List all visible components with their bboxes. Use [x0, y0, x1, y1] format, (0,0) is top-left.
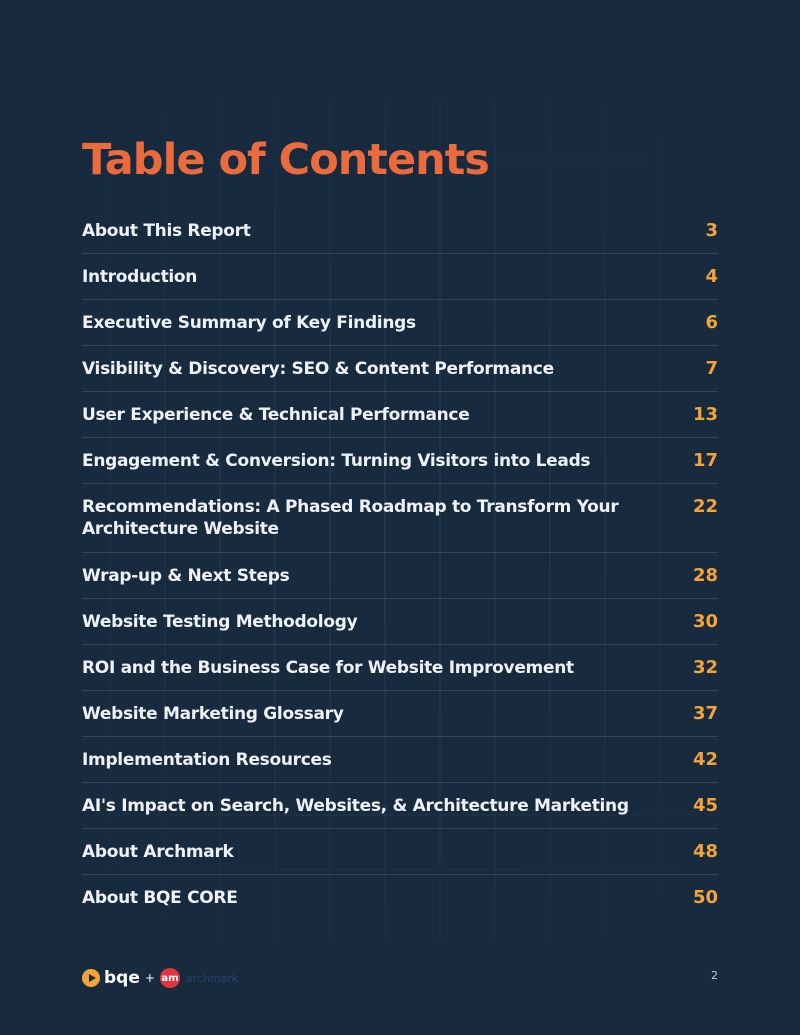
page-number: 2 — [711, 969, 718, 982]
toc-entry-wrap-up[interactable] — [82, 553, 718, 599]
toc-entry-page: 6 — [705, 312, 718, 333]
toc-entry-ai-impact[interactable] — [82, 783, 718, 829]
toc-entry-label: Executive Summary of Key Findings — [82, 313, 416, 333]
toc-entry-page: 37 — [692, 703, 718, 724]
toc-entry-label: Implementation Resources — [82, 750, 332, 770]
footer-logo — [82, 967, 238, 989]
archmark-initials: am — [161, 972, 179, 984]
toc-entry-roi-business-case[interactable] — [82, 645, 718, 691]
toc-entry-label: About BQE CORE — [82, 888, 238, 908]
play-circle-icon — [82, 969, 100, 987]
toc-entry-label: Website Testing Methodology — [82, 612, 358, 632]
toc-entry-label: About This Report — [82, 221, 251, 241]
toc-entry-about-bqe-core[interactable] — [82, 875, 718, 920]
toc-entry-engagement-conversion[interactable] — [82, 438, 718, 484]
logo-plus: + — [144, 971, 155, 985]
toc-entry-page: 13 — [692, 404, 718, 425]
toc-entry-label: AI's Impact on Search, Websites, & Architecture Marketing — [82, 796, 629, 816]
toc-entry-implementation-resources[interactable] — [82, 737, 718, 783]
toc-entry-label: User Experience & Technical Performance — [82, 405, 470, 425]
toc-entry-page: 45 — [692, 795, 718, 816]
toc-entry-testing-methodology[interactable] — [82, 599, 718, 645]
toc-entry-marketing-glossary[interactable] — [82, 691, 718, 737]
toc-entry-introduction[interactable] — [82, 254, 718, 300]
toc-entry-label: Engagement & Conversion: Turning Visitors into Leads — [82, 451, 591, 471]
toc-entry-label: Recommendations: A Phased Roadmap to Transform Your Architecture Website — [82, 497, 619, 539]
toc-entry-label: About Archmark — [82, 842, 234, 862]
toc-entry-page: 3 — [705, 220, 718, 241]
toc-entry-visibility-discovery[interactable] — [82, 346, 718, 392]
toc-entry-page: 32 — [692, 657, 718, 678]
toc-entry-page: 42 — [692, 749, 718, 770]
toc-entry-about-this-report[interactable] — [82, 208, 718, 254]
toc-entry-page: 28 — [692, 565, 718, 586]
toc-entry-page: 22 — [692, 496, 718, 517]
table-of-contents — [82, 208, 718, 920]
toc-entry-label: Wrap-up & Next Steps — [82, 566, 290, 586]
archmark-logo-text: archmark — [185, 971, 239, 985]
toc-entry-page: 7 — [705, 358, 718, 379]
toc-entry-label: Website Marketing Glossary — [82, 704, 344, 724]
toc-entry-page: 4 — [705, 266, 718, 287]
archmark-badge-icon — [160, 968, 180, 988]
toc-entry-page: 30 — [692, 611, 718, 632]
toc-entry-page: 17 — [692, 450, 718, 471]
toc-entry-page: 50 — [692, 887, 718, 908]
bqe-logo-text: bqe — [104, 968, 140, 988]
toc-entry-label: Visibility & Discovery: SEO & Content Performance — [82, 359, 554, 379]
toc-entry-user-experience[interactable] — [82, 392, 718, 438]
toc-entry-label: ROI and the Business Case for Website Improvement — [82, 658, 574, 678]
toc-entry-recommendations[interactable] — [82, 484, 718, 553]
toc-entry-about-archmark[interactable] — [82, 829, 718, 875]
toc-entry-executive-summary[interactable] — [82, 300, 718, 346]
toc-entry-label: Introduction — [82, 267, 198, 287]
page-title: Table of Contents — [82, 135, 489, 185]
toc-entry-page: 48 — [692, 841, 718, 862]
